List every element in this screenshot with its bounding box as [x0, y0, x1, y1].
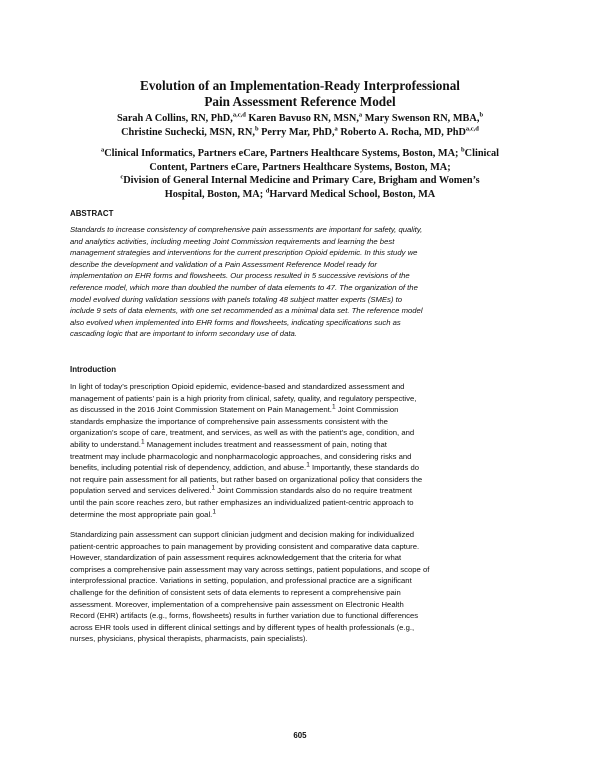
introduction-paragraph-1: [70, 381, 530, 520]
superscript: a,c,d: [232, 111, 246, 119]
text-run: standards emphasize the importance of comprehensive pain assessments consistent with the: [70, 416, 388, 426]
affiliations: [66, 147, 534, 201]
paragraph-line: challenge for the definition of consistent sets of data elements to represent a comprehensive pain: [70, 587, 401, 597]
text-run: Sarah A Collins, RN, PhD,: [116, 113, 233, 124]
text-run: management of patients’ pain is a high priority from clinical, safety, quality, and regulatory perspective,: [70, 393, 417, 403]
paragraph-line: [70, 393, 530, 405]
abstract-line: management strategies and interventions for the current prescription Opioid epidemic. In this study we: [70, 248, 418, 258]
paper-title: [60, 78, 540, 109]
paragraph-line: [70, 427, 530, 439]
paragraph-line: [70, 416, 530, 428]
text-run: Hospital, Boston, MA;: [164, 188, 266, 200]
paragraph-line: nurses, physicians, physical therapists, pharmacists, pain specialists).: [70, 634, 308, 644]
text-run: population served and services delivered.: [70, 486, 212, 496]
text-run: Christine Suchecki, MSN, RN,: [121, 126, 255, 138]
abstract-line: model evolved during validation sessions with panels totaling 48 subject matter experts (SMEs) to: [70, 294, 403, 304]
abstract-line: Standards to increase consistency of comprehensive pain assessments are important for safety, quality,: [70, 225, 423, 234]
text-run: determine the most appropriate pain goal.: [70, 509, 213, 519]
paragraph-line: [70, 451, 530, 463]
superscript: a,c,d: [465, 125, 479, 133]
text-run: Roberto A. Rocha, MD, PhD: [337, 126, 466, 138]
text-run: as discussed in the 2016 Joint Commission Statement on Pain Management.: [70, 405, 332, 415]
paragraph-line: [70, 381, 530, 393]
text-run: Clinical: [464, 148, 499, 159]
abstract-line: describe the development and validation of a Pain Assessment Reference Model ready for: [70, 259, 377, 269]
affiliation-line: [66, 188, 534, 202]
superscript: 1: [140, 438, 145, 446]
text-run: not require pain assessment for all patients, but rather based on organizational policy that considers the: [70, 474, 423, 484]
text-run: Mary Swenson RN, MBA,: [362, 113, 480, 124]
author-list: [60, 112, 540, 139]
text-run: Clinical Informatics, Partners eCare, Partners Healthcare Systems, Boston, MA;: [104, 148, 462, 159]
superscript: 1: [211, 484, 216, 492]
title-line: Evolution of an Implementation-Ready Interprofessional: [140, 78, 460, 93]
text-run: In light of today’s prescription Opioid epidemic, evidence-based and standardized assessment and: [70, 382, 405, 391]
paragraph-line: Standardizing pain assessment can support clinician judgment and decision making for individualized: [70, 530, 415, 539]
superscript: d: [265, 187, 270, 195]
paragraph-line: [70, 462, 530, 474]
paragraph-line: patient-centric approaches to pain management by providing consistent and comparative data capture.: [70, 541, 420, 551]
abstract-line: also evolved when implemented into EHR forms and flowsheets, indicating specifications such as: [70, 317, 401, 327]
abstract-line: and analytics activities, including meeting Joint Commission requirements and learning the best: [70, 236, 395, 246]
superscript: a: [101, 146, 105, 154]
superscript: 1: [212, 507, 216, 515]
text-run: organization’s scope of care, treatment, and services, as well as with the patient’s age, condition, and: [70, 428, 415, 438]
text-run: Karen Bavuso RN, MSN,: [245, 113, 359, 124]
paragraph-line: [70, 439, 530, 451]
paragraph-line: across EHR tools used in different clinical settings and by different types of health professionals (e.g.,: [70, 622, 415, 632]
abstract-line: reference model, which more than doubled the number of data elements to 47. The organization of the: [70, 282, 418, 292]
page-number: 605: [293, 731, 307, 740]
paragraph-line: However, standardization of pain assessment requires acknowledgement that the criteria for what: [70, 553, 402, 563]
abstract-heading: ABSTRACT: [70, 209, 114, 218]
author-line: [60, 112, 540, 126]
introduction-paragraph-2: [70, 529, 530, 645]
paragraph-line: [70, 497, 530, 509]
text-run: Joint Commission: [335, 405, 399, 415]
superscript: a: [334, 125, 338, 133]
abstract-line: include 9 sets of data elements, with one set recommended as a minimal data set. The reference model: [70, 306, 423, 316]
paragraph-line: [70, 485, 530, 497]
text-run: Harvard Medical School, Boston, MA: [269, 188, 436, 200]
text-run: Content, Partners eCare, Partners Healthcare Systems, Boston, MA;: [149, 161, 451, 173]
text-run: Perry Mar, PhD,: [258, 126, 335, 138]
paragraph-line: interprofessional practice. Variations in setting, population, and professional practice are a significant: [70, 576, 412, 586]
superscript: 1: [306, 461, 310, 469]
text-run: ability to understand.: [70, 439, 141, 449]
paragraph-line: [70, 474, 530, 486]
affiliation-line: [66, 161, 534, 175]
superscript: b: [479, 111, 484, 119]
introduction-heading: Introduction: [70, 365, 117, 374]
text-run: Division of General Internal Medicine and Primary Care, Brigham and Women’s: [123, 175, 480, 187]
text-run: Importantly, these standards do: [309, 463, 420, 473]
text-run: benefits, including potential risk of dependency, addiction, and abuse.: [70, 463, 307, 473]
title-line: Pain Assessment Reference Model: [204, 93, 396, 109]
abstract-line: cascading logic that are important to inform secondary use of data.: [70, 329, 297, 339]
paragraph-line: Record (EHR) artifacts (e.g., forms, flowsheets) results in further variation due to functional differences: [70, 611, 419, 621]
superscript: b: [254, 125, 259, 133]
paragraph-line: comprises a comprehensive pain assessment may vary across settings, patient populations, and scope of: [70, 564, 430, 574]
text-run: Joint Commission standards also do no require treatment: [215, 486, 413, 496]
paragraph-line: assessment. Moreover, implementation of a comprehensive pain assessment on Electronic Health: [70, 599, 404, 609]
paragraph-line: [70, 404, 530, 416]
paragraph-line: [70, 509, 530, 521]
text-run: until the pain score reaches zero, but rather emphasizes an individualized patient-centric approach to: [70, 497, 414, 507]
abstract-text: [70, 224, 530, 340]
author-line: [60, 126, 540, 140]
affiliation-line: [66, 174, 534, 188]
superscript: a: [358, 111, 363, 119]
text-run: Management includes treatment and reassessment of pain, noting that: [144, 439, 387, 449]
superscript: b: [461, 146, 465, 154]
affiliation-line: [66, 147, 534, 161]
abstract-line: implementation on EHR forms and flowsheets. Our process resulted in 5 successive revisions of the: [70, 271, 410, 281]
superscript: 1: [331, 403, 336, 411]
text-run: treatment may include pharmacologic and nonpharmacologic approaches, and considering risks and: [70, 451, 412, 461]
superscript: c: [120, 173, 124, 181]
